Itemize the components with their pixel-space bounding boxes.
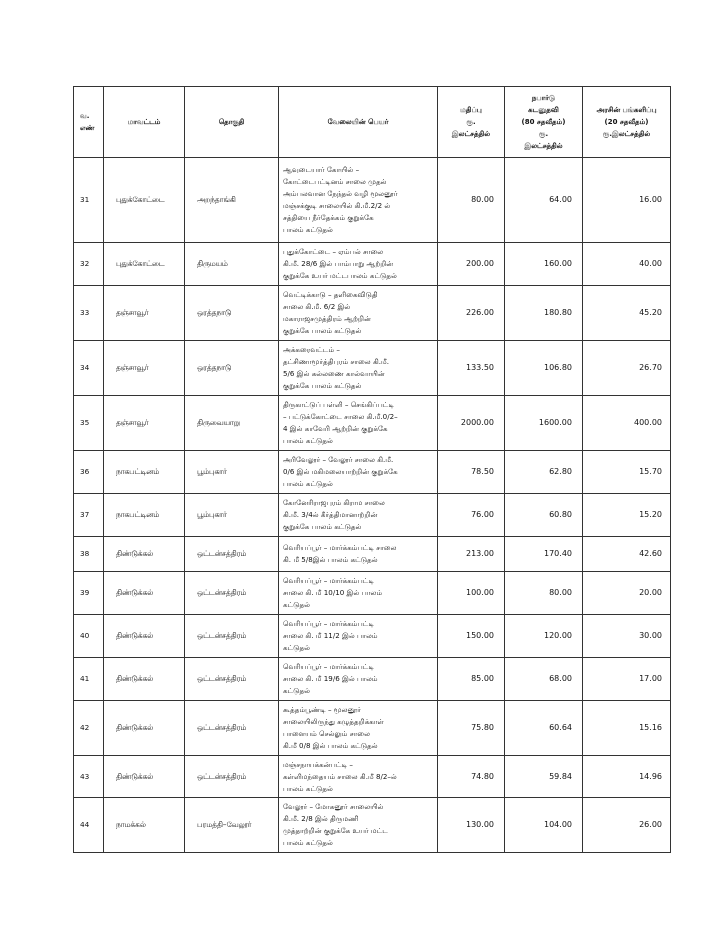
cell-constituency: பூம்புகார் bbox=[185, 494, 279, 537]
cell-value: 78.50 bbox=[438, 451, 505, 494]
cell-constituency: அறந்தாங்கி bbox=[185, 158, 279, 243]
cell-constituency: ஒட்டன்சத்திரம் bbox=[185, 756, 279, 798]
text-line: சாலை கி. மீ 11/2 இல் பாலம் bbox=[283, 631, 378, 640]
cell-district: புதுக்கோட்டை bbox=[104, 158, 185, 243]
cell-govt: 20.00 bbox=[583, 572, 671, 615]
cell-sno: 38 bbox=[74, 537, 104, 572]
text-line: – பட்டுக்கோட்டை சாலை கி.மீ.0/2– bbox=[283, 412, 398, 421]
text-line: பாலம் கட்டுதல் bbox=[283, 479, 333, 488]
text-line: ரூ.இலட்சத்தில் bbox=[602, 130, 651, 138]
text-line: கடனுதவி bbox=[528, 106, 559, 114]
cell-govt: 16.00 bbox=[583, 158, 671, 243]
cell-district: திண்டுக்கல் bbox=[104, 537, 185, 572]
cell-work bbox=[279, 756, 438, 798]
cell-nabard: 62.80 bbox=[505, 451, 583, 494]
table-row bbox=[74, 451, 671, 494]
cell-district: திண்டுக்கல் bbox=[104, 572, 185, 615]
works-table bbox=[73, 86, 671, 853]
cell-constituency: பரமத்தி–வேலூர் bbox=[185, 798, 279, 853]
text-line: பாலம் கட்டுதல் bbox=[283, 436, 333, 445]
table-row bbox=[74, 158, 671, 243]
table-row bbox=[74, 756, 671, 798]
cell-constituency: ஒட்டன்சத்திரம் bbox=[185, 572, 279, 615]
table-row bbox=[74, 396, 671, 451]
header-work bbox=[279, 87, 438, 158]
cell-value: 80.00 bbox=[438, 158, 505, 243]
text-line: கி.மீ. 3/4ல் கீர்த்திமானாற்றின் bbox=[283, 510, 378, 519]
cell-govt: 40.00 bbox=[583, 243, 671, 286]
text-line: தட்சிணாமூர்த்திபுரம் சாலை கி.மீ. bbox=[283, 357, 389, 366]
text-line: கட்டுதல் bbox=[283, 686, 311, 695]
cell-sno: 36 bbox=[74, 451, 104, 494]
cell-nabard: 1600.00 bbox=[505, 396, 583, 451]
cell-govt: 42.60 bbox=[583, 537, 671, 572]
cell-nabard: 160.00 bbox=[505, 243, 583, 286]
text-line: அம்பலவான நேந்தல் வழி மூலனூர் bbox=[283, 189, 398, 198]
table-row bbox=[74, 572, 671, 615]
cell-govt: 400.00 bbox=[583, 396, 671, 451]
cell-sno: 32 bbox=[74, 243, 104, 286]
text-line: திருகாட்டுப் பள்ளி – செங்கிப்பட்டி bbox=[283, 400, 395, 409]
text-line: பாளையம் செல்லும் சாலை bbox=[283, 729, 370, 738]
text-line: வெரியப்பூர் – மார்க்கம்பட்டி bbox=[283, 619, 375, 628]
text-line: (80 சதவீதம்) bbox=[521, 118, 566, 126]
text-line: மஞ்சநாயக்கன்பட்டி – bbox=[283, 759, 353, 769]
cell-work bbox=[279, 341, 438, 396]
text-line: எண் bbox=[80, 124, 95, 132]
cell-work bbox=[279, 658, 438, 701]
cell-nabard: 68.00 bbox=[505, 658, 583, 701]
cell-nabard: 59.84 bbox=[505, 756, 583, 798]
table-row bbox=[74, 798, 671, 853]
cell-work bbox=[279, 494, 438, 537]
text-line: குறுக்கே உயர் மட்டபாலம் கட்டுதல் bbox=[283, 271, 397, 280]
cell-sno: 44 bbox=[74, 798, 104, 853]
cell-value: 150.00 bbox=[438, 615, 505, 658]
text-line: அரிவேலூர் – வேலூர் சாலை கி.மீ. bbox=[283, 455, 394, 464]
cell-value: 76.00 bbox=[438, 494, 505, 537]
cell-govt: 45.20 bbox=[583, 286, 671, 341]
header-nabard bbox=[505, 87, 583, 158]
header-district bbox=[104, 87, 185, 158]
cell-work bbox=[279, 798, 438, 853]
text-line: கோட்டைபட்டினம் சாலை முதல் bbox=[283, 177, 387, 186]
cell-govt: 15.20 bbox=[583, 494, 671, 537]
text-line: (20 சதவீதம்) bbox=[604, 118, 649, 126]
text-line: புதுக்கோட்டை – ஏம்பல் சாலை bbox=[283, 247, 384, 256]
cell-sno: 43 bbox=[74, 756, 104, 798]
cell-constituency: ஒரத்தநாடு bbox=[185, 341, 279, 396]
text-line: நபார்டு bbox=[531, 94, 556, 102]
text-line: இலட்சத்தில் bbox=[524, 142, 563, 150]
text-line: அக்கரைவட்டம் – bbox=[283, 345, 340, 354]
cell-constituency: ஒட்டன்சத்திரம் bbox=[185, 658, 279, 701]
cell-nabard: 64.00 bbox=[505, 158, 583, 243]
table-row bbox=[74, 243, 671, 286]
cell-district: நாகபட்டினம் bbox=[104, 494, 185, 537]
cell-work bbox=[279, 537, 438, 572]
cell-district: புதுக்கோட்டை bbox=[104, 243, 185, 286]
text-line: ரூ. bbox=[466, 118, 476, 126]
text-line: மதிப்பு bbox=[460, 106, 482, 114]
cell-work bbox=[279, 396, 438, 451]
text-line: ரூ. bbox=[538, 130, 549, 138]
cell-govt: 30.00 bbox=[583, 615, 671, 658]
text-line: 4 இல் காவேரி ஆற்றின் குறுக்கே bbox=[283, 424, 388, 433]
text-line: வேலூர் – மோகனூர் சாலையில் bbox=[283, 802, 384, 811]
text-line: ஆவுடையார் கோயில் – bbox=[283, 165, 360, 174]
cell-nabard: 60.64 bbox=[505, 701, 583, 756]
cell-sno: 42 bbox=[74, 701, 104, 756]
cell-sno: 33 bbox=[74, 286, 104, 341]
table-row bbox=[74, 658, 671, 701]
cell-constituency: பூம்புகார் bbox=[185, 451, 279, 494]
cell-work bbox=[279, 243, 438, 286]
cell-district: திண்டுக்கல் bbox=[104, 658, 185, 701]
text-line: பாலம் கட்டுதல் bbox=[283, 783, 333, 793]
table-header-row bbox=[74, 87, 671, 158]
cell-value: 75.80 bbox=[438, 701, 505, 756]
table-row bbox=[74, 537, 671, 572]
text-line: கி.மீ 0/8 இல் பாலம் கட்டுதல் bbox=[283, 741, 378, 750]
table-row bbox=[74, 286, 671, 341]
cell-work bbox=[279, 451, 438, 494]
text-line: சாலை கி.மீ. 6/2 இல் bbox=[283, 302, 351, 311]
cell-sno: 41 bbox=[74, 658, 104, 701]
cell-work bbox=[279, 286, 438, 341]
text-line: வெரியப்பூர் – மார்க்கம்பட்டி சாலை bbox=[283, 543, 397, 552]
cell-value: 213.00 bbox=[438, 537, 505, 572]
header-sno bbox=[74, 87, 104, 158]
cell-constituency: ஒரத்தநாடு bbox=[185, 286, 279, 341]
cell-work bbox=[279, 615, 438, 658]
cell-sno: 37 bbox=[74, 494, 104, 537]
text-line: சாலையிலிருந்து கழுத்தறிக்காள் bbox=[283, 717, 384, 726]
cell-district: தஞ்சாவூர் bbox=[104, 341, 185, 396]
text-line: கட்டுதல் bbox=[283, 643, 311, 652]
cell-district: திண்டுக்கல் bbox=[104, 615, 185, 658]
header-constituency bbox=[185, 87, 279, 158]
cell-value: 2000.00 bbox=[438, 396, 505, 451]
text-line: பாலம் கட்டுதல் bbox=[283, 838, 333, 847]
text-line: வேலையின் பெயர் bbox=[327, 118, 389, 126]
cell-nabard: 104.00 bbox=[505, 798, 583, 853]
cell-constituency: ஒட்டன்சத்திரம் bbox=[185, 615, 279, 658]
cell-nabard: 106.80 bbox=[505, 341, 583, 396]
text-line: கி.மீ. 28/6 இல் பாம்பாறு ஆற்றின் bbox=[283, 259, 394, 268]
cell-value: 85.00 bbox=[438, 658, 505, 701]
cell-district: தஞ்சாவூர் bbox=[104, 286, 185, 341]
table-row bbox=[74, 341, 671, 396]
cell-constituency: ஒட்டன்சத்திரம் bbox=[185, 537, 279, 572]
text-line: 0/6 இல் மகிமலையாற்றின் குறுக்கே bbox=[283, 467, 398, 476]
cell-district: திண்டுக்கல் bbox=[104, 756, 185, 798]
text-line: குறுக்கே பாலம் கட்டுதல் bbox=[283, 522, 362, 531]
cell-value: 100.00 bbox=[438, 572, 505, 615]
cell-district: நாமக்கல் bbox=[104, 798, 185, 853]
table-row bbox=[74, 701, 671, 756]
text-line: சத்தியை நீர்தேக்கம் குறுக்கே bbox=[283, 213, 374, 222]
cell-work bbox=[279, 572, 438, 615]
cell-constituency: திருமயம் bbox=[185, 243, 279, 286]
text-line: இலட்சத்தில் bbox=[451, 130, 491, 138]
cell-govt: 26.00 bbox=[583, 798, 671, 853]
text-line: குறுக்கே பாலம் கட்டுதல் bbox=[283, 326, 362, 335]
cell-constituency: ஒட்டன்சத்திரம் bbox=[185, 701, 279, 756]
cell-value: 74.80 bbox=[438, 756, 505, 798]
cell-value: 130.00 bbox=[438, 798, 505, 853]
cell-district: தஞ்சாவூர் bbox=[104, 396, 185, 451]
text-line: மஞ்சக்குடி சாலையில் கி.மீ.2/2 ல் bbox=[283, 201, 391, 210]
text-line: கள்ளிமந்தையம் சாலை கி.மீ 8/2–ல் bbox=[283, 771, 397, 781]
text-line: கி.மீ. 2/8 இல் திருமணி bbox=[283, 814, 359, 823]
cell-district: நாகபட்டினம் bbox=[104, 451, 185, 494]
cell-nabard: 170.40 bbox=[505, 537, 583, 572]
cell-govt: 14.96 bbox=[583, 756, 671, 798]
text-line: கோனேரிராஜபுரம் கிராம சாலை bbox=[283, 498, 385, 507]
cell-work bbox=[279, 158, 438, 243]
text-line: வ. bbox=[80, 112, 90, 120]
text-line: கி. மீ 5/8இல் பாலம் கட்டுதல் bbox=[283, 555, 378, 564]
text-line: வெட்டிக்காடு – தளிகைவிடுதி bbox=[283, 290, 378, 299]
cell-nabard: 80.00 bbox=[505, 572, 583, 615]
table-body bbox=[74, 158, 671, 853]
cell-sno: 35 bbox=[74, 396, 104, 451]
text-line: மாவட்டம் bbox=[127, 118, 161, 126]
text-line: மகாராஜசமுத்திரம் ஆற்றின் bbox=[283, 314, 371, 323]
text-line: குறுக்கே பாலம் கட்டுதல் bbox=[283, 381, 362, 390]
text-line: பாலம் கட்டுதல் bbox=[283, 225, 333, 234]
cell-sno: 34 bbox=[74, 341, 104, 396]
cell-value: 226.00 bbox=[438, 286, 505, 341]
cell-district: திண்டுக்கல் bbox=[104, 701, 185, 756]
text-line: வெரியப்பூர் – மார்க்கம்பட்டி bbox=[283, 576, 375, 585]
text-line: கூத்தம்பூண்டி – மூலனூர் bbox=[283, 705, 362, 714]
header-value bbox=[438, 87, 505, 158]
text-line: வெரியப்பூர் – மார்க்கம்பட்டி bbox=[283, 662, 375, 671]
cell-govt: 17.00 bbox=[583, 658, 671, 701]
text-line: சாலை கி. மீ 19/6 இல் பாலம் bbox=[283, 674, 378, 683]
cell-govt: 15.16 bbox=[583, 701, 671, 756]
cell-sno: 31 bbox=[74, 158, 104, 243]
table-row bbox=[74, 615, 671, 658]
cell-nabard: 60.80 bbox=[505, 494, 583, 537]
text-line: கட்டுதல் bbox=[283, 600, 311, 609]
text-line: முத்தாற்றின் குறுக்கே உயர் மட்ட bbox=[283, 826, 388, 835]
cell-govt: 15.70 bbox=[583, 451, 671, 494]
cell-constituency: திருவையாறு bbox=[185, 396, 279, 451]
cell-sno: 40 bbox=[74, 615, 104, 658]
text-line: தொகுதி bbox=[218, 118, 245, 126]
cell-govt: 26.70 bbox=[583, 341, 671, 396]
cell-work bbox=[279, 701, 438, 756]
cell-value: 200.00 bbox=[438, 243, 505, 286]
cell-nabard: 120.00 bbox=[505, 615, 583, 658]
table-row bbox=[74, 494, 671, 537]
cell-nabard: 180.80 bbox=[505, 286, 583, 341]
text-line: அரசின் பங்களிப்பு bbox=[596, 106, 657, 114]
text-line: 5/6 இல் கல்லணை கால்வாயின் bbox=[283, 369, 385, 378]
cell-value: 133.50 bbox=[438, 341, 505, 396]
text-line: சாலை கி. மீ 10/10 இல் பாலம் bbox=[283, 588, 383, 597]
header-govt bbox=[583, 87, 671, 158]
cell-sno: 39 bbox=[74, 572, 104, 615]
